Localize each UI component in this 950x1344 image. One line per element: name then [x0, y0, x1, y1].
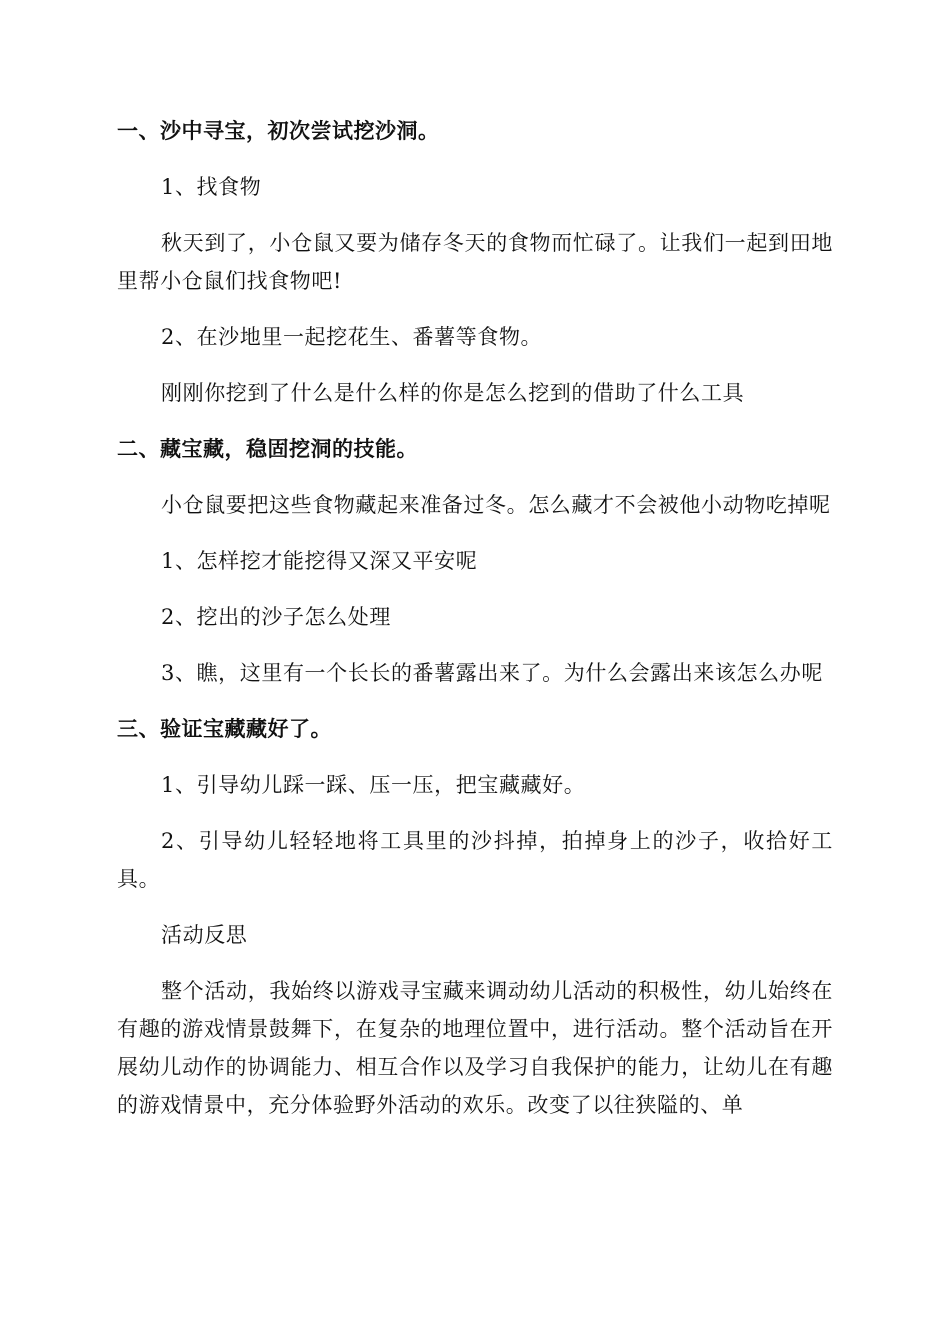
step-clean-tools: 2、引导幼儿轻轻地将工具里的沙抖掉，拍掉身上的沙子，收拾好工具。 [117, 829, 833, 891]
paragraph-hide-food: 小仓鼠要把这些食物藏起来准备过冬。怎么藏才不会被他小动物吃掉呢 [161, 493, 831, 517]
section-heading-1: 一、沙中寻宝，初次尝试挖沙洞。 [117, 119, 440, 143]
paragraph-autumn-intro: 秋天到了，小仓鼠又要为储存冬天的食物而忙碌了。让我们一起到田地里帮小仓鼠们找食物吧! [117, 231, 833, 293]
document-page [117, 112, 833, 1142]
section-heading-2: 二、藏宝藏，稳固挖洞的技能。 [117, 437, 418, 461]
step-dig-peanuts: 2、在沙地里一起挖花生、番薯等食物。 [161, 325, 543, 349]
step-find-food: 1、找食物 [161, 175, 262, 199]
section-heading-3: 三、验证宝藏藏好了。 [117, 717, 332, 741]
step-sweet-potato: 3、瞧，这里有一个长长的番薯露出来了。为什么会露出来该怎么办呢 [161, 661, 823, 685]
step-press-down: 1、引导幼儿踩一踩、压一压，把宝藏藏好。 [161, 773, 586, 797]
paragraph-question-tools: 刚刚你挖到了什么是什么样的你是怎么挖到的借助了什么工具 [161, 381, 745, 405]
step-dig-deep: 1、怎样挖才能挖得又深又平安呢 [161, 549, 478, 573]
step-handle-sand: 2、挖出的沙子怎么处理 [161, 605, 391, 629]
reflection-body: 整个活动，我始终以游戏寻宝藏来调动幼儿活动的积极性，幼儿始终在有趣的游戏情景鼓舞下，在复杂的地理位置中，进行活动。整个活动旨在开展幼儿动作的协调能力、相互合作以及学习自我保护的能力，让幼儿在有趣的游戏情景中，充分体验野外活动的欢乐。改变了以往狭隘的、单 [117, 979, 833, 1117]
reflection-title: 活动反思 [161, 923, 248, 947]
